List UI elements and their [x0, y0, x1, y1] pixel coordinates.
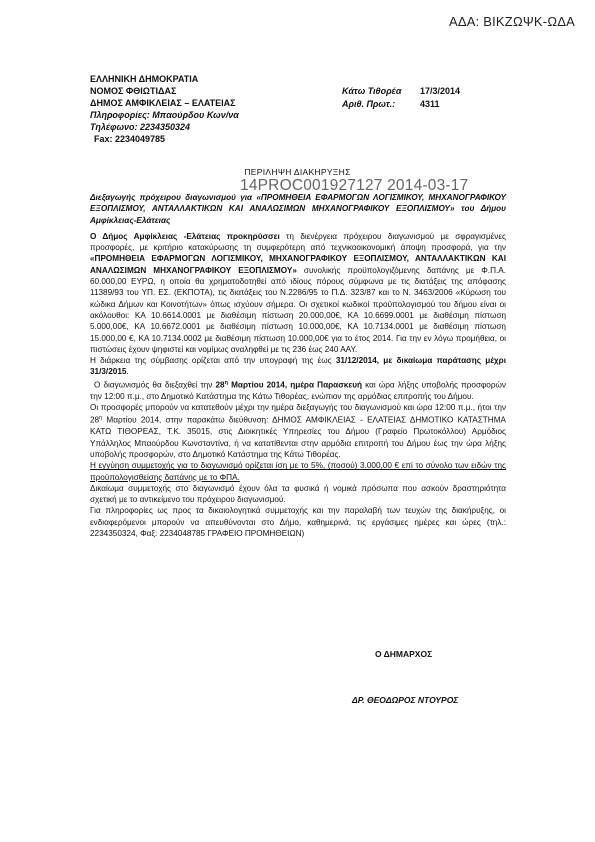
- diavgeia-stamp: 14PROC001927127 2014-03-17: [240, 177, 469, 194]
- paragraph-2: [90, 355, 506, 378]
- p2-deadline: 31/12/2014, με δικαίωμα παράτασης μέχρι 31/3/2015: [90, 356, 506, 377]
- p4-text-a: Οι προσφορές μπορούν να κατατεθούν μέχρι την ημέρα διεξαγωγής του διαγωνισμού και ώρα 12:00 π.μ., ήτοι την 28: [90, 403, 506, 426]
- p3-date-day: 28: [215, 380, 225, 390]
- mayor-title: Ο ΔΗΜΑΡΧΟΣ: [375, 649, 433, 659]
- p1-lead: Ο Δήμος Αμφίκλειας -Ελάτειας προκηρύσσει: [90, 231, 280, 241]
- p1-text-a: τη διενέργεια πρόχειρου διαγωνισμού με σφραγισμένες προσφορές, με κριτήριο κατακύρωσης τη συμφερότερη από τεχνικοοικονομική άποψη προσφορά, για την: [90, 231, 506, 253]
- p3-text-a: Ο διαγωνισμός θα διεξαχθεί την: [94, 380, 216, 390]
- p4-sup: η: [99, 415, 103, 422]
- p3-sup: η: [224, 379, 228, 386]
- p3-date-rest: Μαρτίου 2014, ημέρα Παρασκευή: [227, 380, 363, 390]
- issuer-block: [90, 73, 239, 145]
- p1-title: «ΠΡΟΜΗΘΕΙΑ ΕΦΑΡΜΟΓΩΝ ΛΟΓΙΣΜΙΚΟΥ, ΜΗΧΑΝΟΓΡΑΦΙΚΟΥ ΕΞΟΠΛΙΣΜΟΥ, ΑΝΤΑΛΛΑΚΤΙΚΩΝ ΚΑΙ ΑΝΑΛΩΣΙΜΩΝ ΜΗΧΑΝΟΓΡΑΦΙΚΟΥ ΕΞΟΠΛΙΣΜΟΥ»: [90, 254, 506, 275]
- ada-code: ΑΔΑ: ΒΙΚΖΩΨΚ-ΩΔΑ: [449, 14, 575, 29]
- document-body: [90, 192, 506, 539]
- protocol-number: 4311: [420, 99, 440, 109]
- issuer-line: ΕΛΛΗΝΙΚΗ ΔΗΜΟΚΡΑΤΙΑ: [90, 74, 199, 84]
- p3-text-c: και ώρα λήξης υποβολής προσφορών την 12:00 π.μ., στο Δημοτικό Κατάστημα της Κάτω Τιθορέας, ενώπιον της αρμόδιας επιτροπής του Δήμου.: [90, 380, 506, 401]
- mayor-name: ΔΡ. ΘΕΟΔΩΡΟΣ ΝΤΟΥΡΟΣ: [352, 695, 459, 705]
- intro-paragraph: Διεξαγωγής πρόχειρου διαγωνισμού για «ΠΡΟΜΗΘΕΙΑ ΕΦΑΡΜΟΓΩΝ ΛΟΓΙΣΜΙΚΟΥ, ΜΗΧΑΝΟΓΡΑΦΙΚΟΥ ΕΞΟΠΛΙΣΜΟΥ, ΑΝΤΑΛΛΑΚΤΙΚΩΝ ΚΑΙ ΑΝΑΛΩΣΙΜΩΝ ΜΗΧΑΝΟΓΡΑΦΙΚΟΥ ΕΞΟΠΛΙΣΜΟΥ» του Δήμου Αμφίκλειας-Ελάτειας: [90, 193, 506, 225]
- paragraph-5: Η εγγύηση συμμετοχής για το διαγωνισμό ορίζεται ίση με το 5%, (ποσού) 3.000,00 € επί το σύνολο των ειδών της προϋπολογισθείσης δαπάνης με το ΦΠΑ.: [90, 461, 506, 482]
- paragraph-6: Δικαίωμα συμμετοχής στο διαγωνισμό έχουν όλα τα φυσικά ή νομικά πρόσωπα που ασκούν δραστηριότητα σχετική με το αντικείμενο του πρόχειρου διαγωνισμού.: [90, 483, 506, 505]
- phone-line: Τηλέφωνο: 2234350324: [90, 122, 191, 132]
- document-date: 17/3/2014: [420, 86, 461, 96]
- info-line: Πληροφορίες: Μπαούρδου Κων/να: [90, 110, 239, 120]
- fax-line: Fax: 2234049785: [94, 134, 166, 144]
- paragraph-7: Για πληροφορίες ως προς τα δικαιολογητικά συμμετοχής και την παραλαβή των τευχών της διακήρυξης, οι ενδιαφερόμενοι μπορούν να απευθύνονται στο Δήμο, καθημερινά, τις εργάσιμες ημέρες και ώρες (τηλ.: 2234350324, Φαξ: 2234048785 ΓΡΑΦΕΙΟ ΠΡΟΜΗΘΕΙΩΝ): [90, 506, 506, 539]
- p4-text-b: Μαρτίου 2014, στην παρακάτω διεύθυνση: ΔΗΜΟΣ ΑΜΦΙΚΛΕΙΑΣ - ΕΛΑΤΕΙΑΣ ΔΗΜΟΤΙΚΟ ΚΑΤΑΣΤΗΜΑ ΚΑΤΩ ΤΙΘΟΡΕΑΣ, Τ.Κ. 35015, στις Διοικητικές Υπηρεσίες του Δήμου (Γραφείο Πρωτοκόλλου) Αρμόδιος Υπάλληλος Μπαούρδου Κωνσταντίνα, ή να κατατίθενται στην αρμόδια επιτροπή του Δήμου έως την ώρα λήξης υποβολής προσφορών, στο Δημοτικό Κατάστημα της Κάτω Τιθορέας.: [90, 416, 506, 459]
- issuer-line: ΝΟΜΟΣ ΦΘΙΩΤΙΔΑΣ: [90, 86, 177, 96]
- date-protocol-block: [342, 85, 460, 111]
- p2-text-a: Η διάρκεια της σύμβασης ορίζεται από την υπογραφή της έως: [90, 356, 336, 366]
- p2-text-c: .: [126, 367, 129, 377]
- paragraph-1: [90, 231, 506, 355]
- summary-title: ΠΕΡΙΛΗΨΗ ΔΙΑΚΗΡΥΞΗΣ: [244, 167, 351, 177]
- issuer-line: ΔΗΜΟΣ ΑΜΦΙΚΛΕΙΑΣ – ΕΛΑΤΕΙΑΣ: [90, 98, 236, 108]
- p1-text-b: συνολικής προϋπολογιζόμενης δαπάνης με Φ.Π.Α. 60.000,00 ΕΥΡΩ, η οποία θα χρηματοδοτηθεί από ιδίους πόρους σύμφωνα με τις διατάξεις της απόφασης 11389/93 του ΥΠ. ΕΣ. (ΕΚΠΟΤΑ), τις διατάξεις του Ν.2286/95 το Π.Δ. 323/87 και το Ν. 3463/2006 «Κύρωση του κώδικα Δήμων και Κοινοτήτων» όπως ισχύουν σήμερα. Οι σχετικοί κωδικοί προϋπολογισμού του δήμου είναι οι ακόλουθοι: ΚΑ 10.6614.0001 με διαθέσιμη πίστωση 20.000,00€, ΚΑ 10.6699.0001 με διαθέσιμη πίστωση 5.000,00€, ΚΑ 10.6672.0001 με διαθέσιμη πίστωση 10.000,00€, ΚΑ 10.7134.0001 με διαθέσιμη πίστωση 15.000,00 €, ΚΑ 10.7134.0002 με διαθέσιμη πίστωση 10.000,00€ για το έτος 2014. Για την εν λόγω προμήθεια, οι πιστώσεις έχουν ψηφιστεί και νομίμως αναληφθεί με τις 236 έως 240 ΑΑΥ.: [90, 265, 506, 354]
- paragraph-3: [90, 378, 506, 402]
- place-label: Κάτω Τιθορέα: [342, 86, 402, 96]
- paragraph-4: [90, 402, 506, 460]
- protocol-label: Αριθ. Πρωτ.:: [342, 99, 396, 109]
